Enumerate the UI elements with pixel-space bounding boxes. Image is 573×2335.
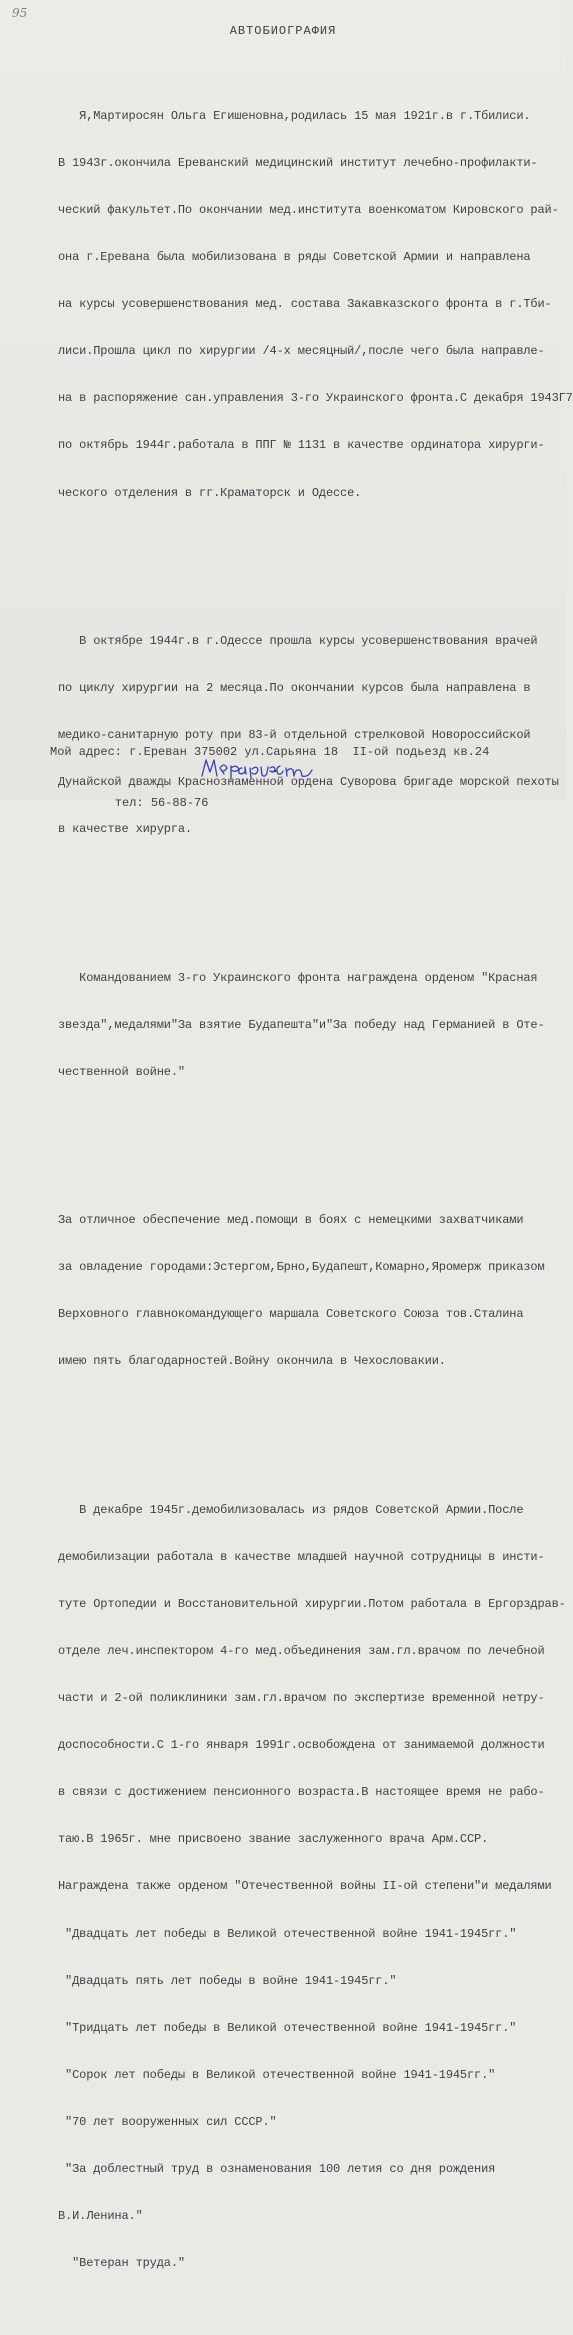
text-line: В декабре 1945г.демобилизовалась из рядов Советской Армии.После bbox=[58, 1502, 524, 1517]
text-line: лиси.Прошла цикл по хирургии /4-х месяцный/,после чего была направле- bbox=[58, 344, 545, 359]
text-line: В 1943г.окончила Ереванский медицинский институт лечебно-профилакти- bbox=[58, 155, 538, 170]
text-line: Верховного главнокомандующего маршала Советского Союза тов.Сталина bbox=[58, 1307, 524, 1322]
paragraph-awards bbox=[58, 939, 558, 1112]
text-line: отделе леч.инспектором 4-го мед.объединения зам.гл.врачом по лечебной bbox=[58, 1643, 545, 1658]
text-line: медико-санитарную роту при 83-й отдельной стрелковой Новороссийской bbox=[58, 728, 531, 743]
text-line: в качестве хирурга. bbox=[58, 822, 192, 837]
text-line: ческий факультет.По окончании мед.института военкоматом Кировского рай- bbox=[58, 203, 559, 217]
paragraph-commendations bbox=[58, 1182, 558, 1402]
text-line: имею пять благодарностей.Войну окончила в Чехословакии. bbox=[58, 1354, 446, 1369]
text-line: За отличное обеспечение мед.помощи в боях с немецкими захватчиками bbox=[58, 1213, 524, 1228]
text-line: по октябрь 1944г.работала в ППГ № 1131 в качестве ординатора хирурги- bbox=[58, 438, 545, 453]
text-line: по циклу хирургии на 2 месяца.По окончании курсов была направлена в bbox=[58, 680, 531, 695]
text-line: таю.В 1965г. мне присвоено звание заслуженного врача Арм.ССР. bbox=[58, 1832, 489, 1847]
text-line: "Двадцать пять лет победы в войне 1941-1945гг." bbox=[58, 1973, 397, 1988]
text-line: на в распоряжение сан.управления 3-го Украинского фронта.С декабря 1943Г7 bbox=[58, 391, 573, 406]
text-line: она г.Еревана была мобилизована в ряды Советской Армии и направлена bbox=[58, 250, 531, 265]
paragraph-gap bbox=[58, 564, 558, 571]
autobiography-body bbox=[58, 46, 573, 2335]
text-line: "Двадцать лет победы в Великой отечественной войне 1941-1945гг." bbox=[58, 1926, 517, 1941]
text-line: "70 лет вооруженных сил СССР." bbox=[58, 2114, 277, 2129]
text-line: Награждена также орденом "Отечественной войны II-ой степени"и медалями bbox=[58, 1879, 552, 1894]
text-line: звезда",медалями"За взятие Будапешта"и"За победу над Германией в Оте- bbox=[58, 1017, 545, 1032]
address-line: Мой адрес: г.Ереван 375002 ул.Сарьяна 18 II-ой подьезд кв.24 bbox=[50, 745, 490, 759]
paragraph-gap bbox=[58, 1143, 558, 1150]
paragraph-postwar bbox=[58, 1471, 566, 2303]
text-line: ческого отделения в гг.Краматорск и Одессе. bbox=[58, 485, 362, 500]
paragraph-early-life bbox=[58, 77, 573, 532]
text-line: части и 2-ой поликлиники зам.гл.врачом по экспертизе временной нетру- bbox=[58, 1691, 545, 1706]
paragraph-gap bbox=[58, 1433, 558, 1440]
text-line: В.И.Ленина." bbox=[58, 2209, 143, 2224]
text-line: В октябре 1944г.в г.Одессе прошла курсы усовершенствования врачей bbox=[58, 633, 538, 648]
text-line: на курсы усовершенствования мед. состава Закавказского фронта в г.Тби- bbox=[58, 297, 552, 312]
text-line: "Ветеран труда." bbox=[58, 2256, 185, 2271]
page-number: 95 bbox=[12, 6, 28, 20]
text-line: за овладение городами:Эстергом,Брно,Будапешт,Комарно,Яромерж приказом bbox=[58, 1260, 545, 1275]
text-line: туте Ортопедии и Восстановительной хирургии.Потом работала в Ергорздрав- bbox=[58, 1596, 566, 1611]
text-line: доспособности.С 1-го января 1991г.освобождена от занимаемой должности bbox=[58, 1738, 545, 1753]
text-line: Дунайской дважды Краснознаменной ордена Суворова бригаде морской пехоты bbox=[58, 775, 559, 790]
text-line: в связи с достижением пенсионного возраста.В настоящее время не рабо- bbox=[58, 1785, 545, 1800]
text-line: Командованием 3-го Украинского фронта награждена орденом "Красная bbox=[58, 970, 538, 985]
phone-line: тел: 56-88-76 bbox=[50, 796, 209, 810]
text-line: "Сорок лет победы в Великой отечественной войне 1941-1945гг." bbox=[58, 2067, 496, 2082]
text-line: Я,Мартиросян Ольга Егишеновна,родилась 15 мая 1921г.в г.Тбилиси. bbox=[58, 108, 531, 123]
document-title: АВТОБИОГРАФИЯ bbox=[229, 24, 337, 38]
paragraph-gap bbox=[58, 901, 558, 908]
text-line: демобилизации работала в качестве младшей научной сотрудницы в инсти- bbox=[58, 1549, 545, 1564]
text-line: "Тридцать лет победы в Великой отечественной войне 1941-1945гг." bbox=[58, 2020, 517, 2035]
text-line: чественной войне." bbox=[58, 1064, 185, 1079]
text-line: "За доблестный труд в ознаменования 100 летия со дня рождения bbox=[58, 2161, 496, 2176]
handwritten-signature bbox=[198, 752, 318, 784]
